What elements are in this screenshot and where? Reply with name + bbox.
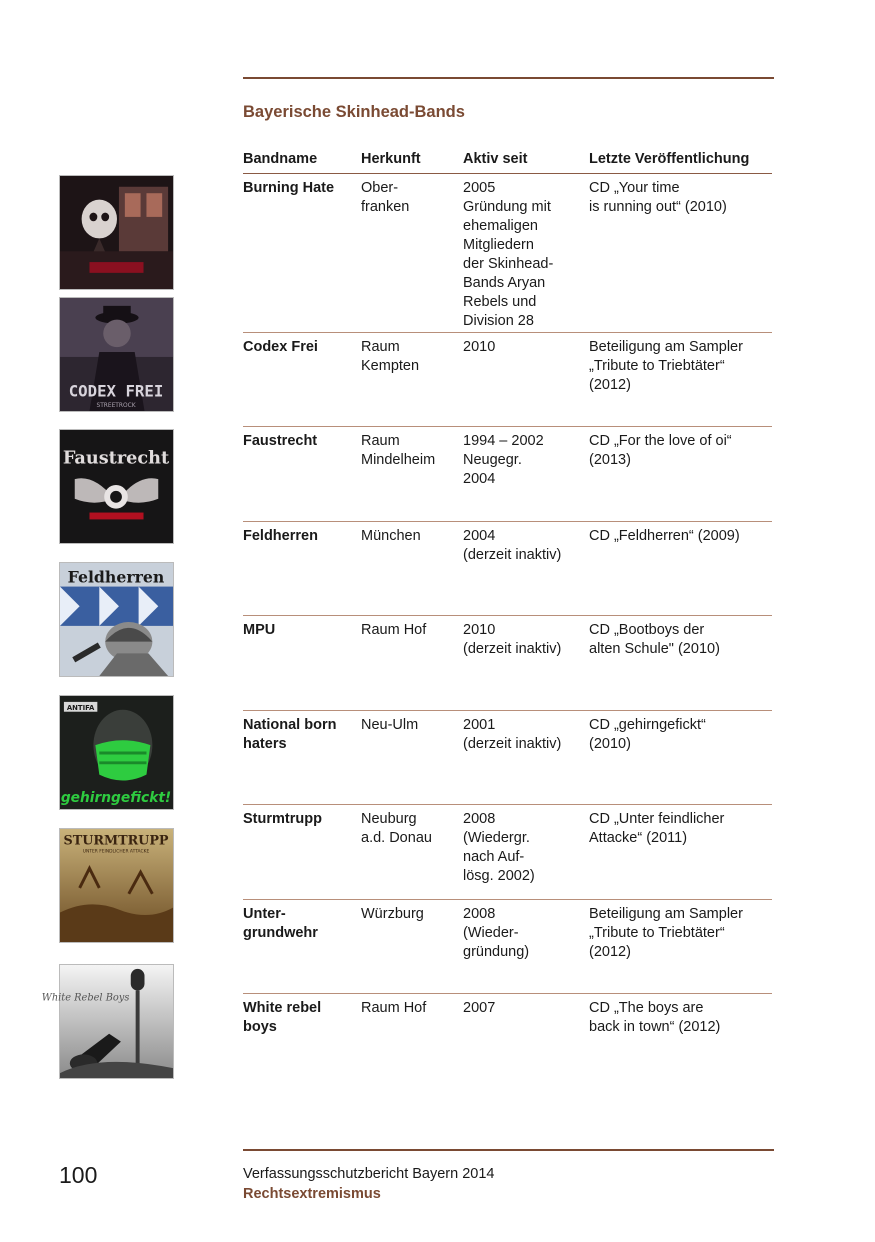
cell-aktiv-seit: 2010 (463, 339, 496, 355)
header-aktiv-seit: Aktiv seit (463, 151, 528, 167)
cell-aktiv-seit: 2005 Gründung mit ehemaligen Mitgliedern der Skinhead- Bands Aryan Rebels und Division 28 (463, 180, 554, 329)
national-born-haters-cover-badge: ANTIFA (66, 703, 95, 712)
codex-frei-cover-title: CODEX FREI (68, 381, 164, 401)
cell-herkunft: Raum Hof (361, 622, 427, 638)
footer-publication: Verfassungsschutzbericht Bayern 2014 (243, 1166, 495, 1182)
header-bandname: Bandname (243, 151, 318, 167)
codex-frei-cover-subtitle: STREETROCK (96, 403, 136, 410)
table-row (243, 427, 772, 522)
cell-bandname: Burning Hate (243, 180, 335, 196)
table-row (243, 900, 772, 994)
cell-herkunft: Raum Kempten (361, 339, 420, 374)
cell-veroeffentlichung: CD „gehirngefickt“ (2010) (589, 717, 706, 752)
faustrecht-cover-title: Faustrecht (62, 447, 170, 469)
page-number: 100 (59, 1162, 98, 1188)
cell-aktiv-seit: 2007 (463, 1000, 496, 1016)
cell-veroeffentlichung: CD „Feldherren“ (2009) (589, 528, 740, 544)
cell-herkunft: Raum Hof (361, 1000, 427, 1016)
feldherren-cover-image (59, 562, 174, 677)
cell-herkunft: Würzburg (361, 906, 424, 922)
cell-aktiv-seit: 2008 (Wiedergr. nach Auf- lösg. 2002) (463, 811, 535, 884)
cell-bandname: Unter- grundwehr (243, 906, 318, 941)
cell-aktiv-seit: 2004 (derzeit inaktiv) (463, 528, 562, 563)
cell-veroeffentlichung: CD „Unter feindlicher Attacke“ (2011) (589, 811, 725, 846)
cell-bandname: Faustrecht (243, 433, 318, 449)
table-row (243, 522, 772, 616)
cell-veroeffentlichung: CD „The boys are back in town“ (2012) (589, 1000, 721, 1035)
cell-veroeffentlichung: Beteiligung am Sampler „Tribute to Triebtäter“ (2012) (589, 339, 743, 393)
national-born-haters-cover-image (59, 695, 174, 810)
cell-bandname: Feldherren (243, 528, 318, 544)
cell-bandname: White rebel boys (243, 1000, 322, 1035)
cell-veroeffentlichung: CD „For the love of oi“ (2013) (589, 433, 732, 468)
table-header (243, 148, 772, 174)
section-title: Bayerische Skinhead-Bands (243, 103, 465, 121)
codex-frei-cover-image (59, 297, 174, 412)
cell-herkunft: München (361, 528, 421, 544)
cell-veroeffentlichung: Beteiligung am Sampler „Tribute to Triebtäter“ (2012) (589, 906, 743, 960)
cell-bandname: MPU (243, 622, 276, 638)
faustrecht-cover-image (59, 429, 174, 544)
table-row (243, 333, 772, 427)
table-row (243, 994, 772, 1054)
cell-veroeffentlichung: CD „Bootboys der alten Schule" (2010) (589, 622, 720, 657)
footer-chapter: Rechtsextremismus (243, 1186, 381, 1202)
national-born-haters-cover-title: gehirngefickt! (60, 790, 172, 807)
header-herkunft: Herkunft (361, 151, 421, 167)
sturmtrupp-cover-subtitle: UNTER FEINDLICHER ATTACKE (82, 849, 150, 855)
feldherren-cover-title: Feldherren (67, 567, 165, 587)
skinhead-bands-table (243, 148, 772, 1054)
cell-herkunft: Ober- franken (361, 180, 410, 215)
cell-aktiv-seit: 1994 – 2002 Neugegr. 2004 (463, 433, 544, 487)
cell-aktiv-seit: 2010 (derzeit inaktiv) (463, 622, 562, 657)
cell-bandname: National born haters (243, 717, 337, 752)
cell-bandname: Codex Frei (243, 339, 318, 355)
cell-herkunft: Neuburg a.d. Donau (361, 811, 432, 846)
cell-herkunft: Neu-Ulm (361, 717, 419, 733)
top-rule (243, 77, 774, 79)
white-rebel-boys-cover-title: White Rebel Boys (41, 992, 130, 1004)
white-rebel-boys-cover-image (41, 964, 174, 1079)
table-row (243, 616, 772, 711)
sturmtrupp-cover-title: STURMTRUPP (63, 833, 169, 849)
cell-aktiv-seit: 2001 (derzeit inaktiv) (463, 717, 562, 752)
table-row (243, 174, 772, 333)
cell-veroeffentlichung: CD „Your time is running out“ (2010) (589, 180, 727, 215)
table-row (243, 805, 772, 900)
cell-aktiv-seit: 2008 (Wieder- gründung) (463, 906, 530, 960)
sturmtrupp-cover-image (59, 828, 174, 943)
footer-rule (243, 1149, 774, 1151)
cell-herkunft: Raum Mindelheim (361, 433, 436, 468)
cell-bandname: Sturmtrupp (243, 811, 322, 827)
burning-hate-cover-image (59, 175, 174, 290)
table-row (243, 711, 772, 805)
header-letzte-veroeffentlichung: Letzte Veröffentlichung (589, 151, 750, 167)
